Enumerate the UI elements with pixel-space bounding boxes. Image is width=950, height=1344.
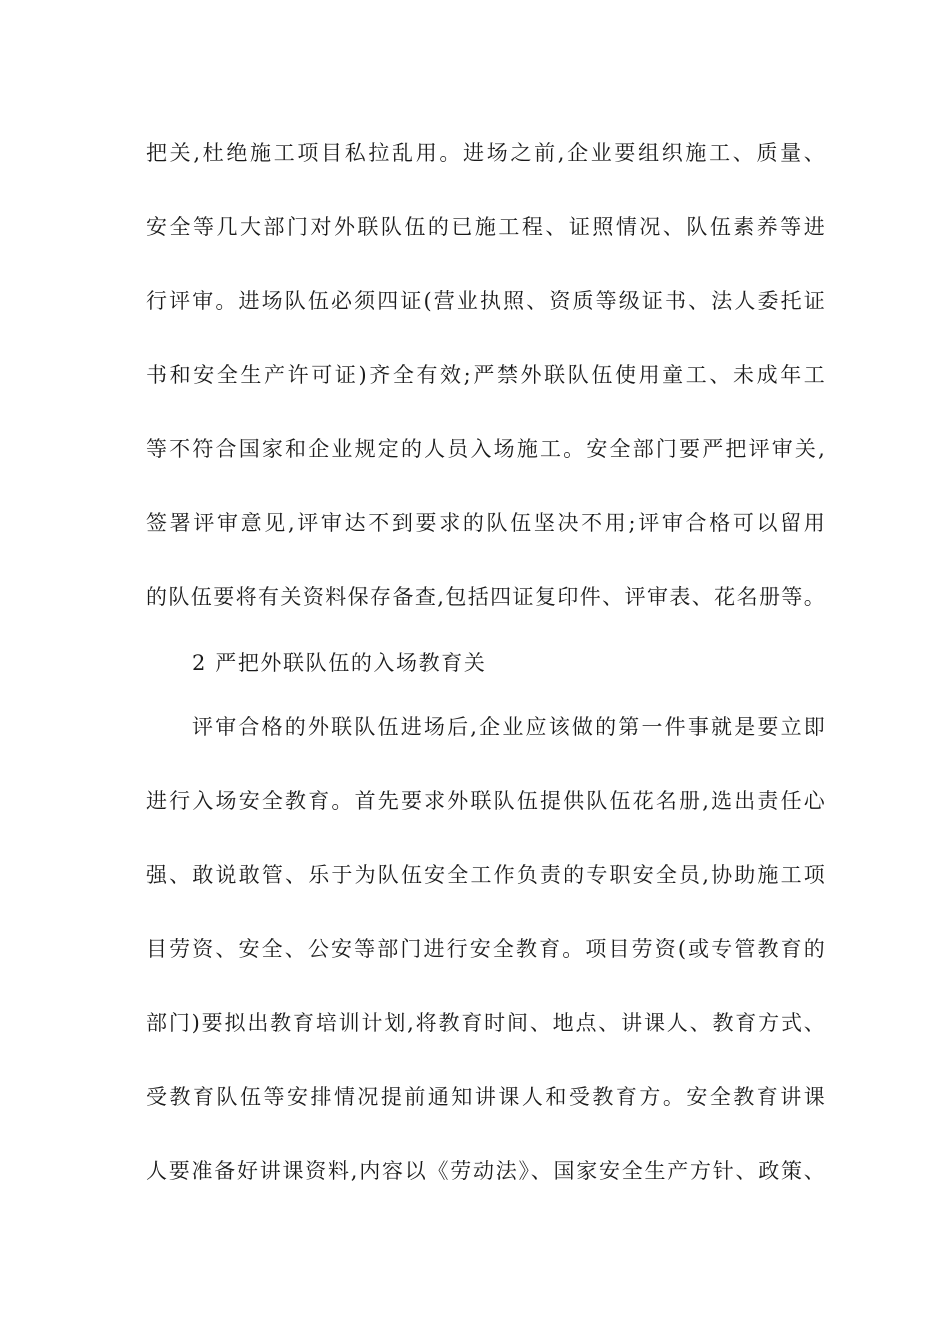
- body-text-line: 评审合格的外联队伍进场后,企业应该做的第一件事就是要立即: [192, 715, 826, 739]
- body-text-line: 等不符合国家和企业规定的人员入场施工。安全部门要严把评审关,: [146, 437, 826, 461]
- body-text-line: 把关,杜绝施工项目私拉乱用。进场之前,企业要组织施工、质量、: [146, 141, 826, 165]
- body-text-line: 行评审。进场队伍必须四证(营业执照、资质等级证书、法人委托证: [146, 289, 826, 313]
- body-text-line: 受教育队伍等安排情况提前通知讲课人和受教育方。安全教育讲课: [146, 1085, 826, 1109]
- body-text-line: 书和安全生产许可证)齐全有效;严禁外联队伍使用童工、未成年工: [146, 363, 826, 387]
- body-text-line: 安全等几大部门对外联队伍的已施工程、证照情况、队伍素养等进: [146, 215, 826, 239]
- body-text-line: 强、敢说敢管、乐于为队伍安全工作负责的专职安全员,协助施工项: [146, 863, 826, 887]
- body-text-line: 进行入场安全教育。首先要求外联队伍提供队伍花名册,选出责任心: [146, 789, 826, 813]
- body-text-line: 人要准备好讲课资料,内容以《劳动法》、国家安全生产方针、政策、: [146, 1159, 826, 1183]
- body-text-line: 部门)要拟出教育培训计划,将教育时间、地点、讲课人、教育方式、: [146, 1011, 826, 1035]
- section-heading: 2 严把外联队伍的入场教育关: [192, 651, 487, 675]
- body-text-line: 的队伍要将有关资料保存备查,包括四证复印件、评审表、花名册等。: [146, 585, 826, 609]
- body-text-line: 目劳资、安全、公安等部门进行安全教育。项目劳资(或专管教育的: [146, 937, 826, 961]
- body-text-line: 签署评审意见,评审达不到要求的队伍坚决不用;评审合格可以留用: [146, 511, 826, 535]
